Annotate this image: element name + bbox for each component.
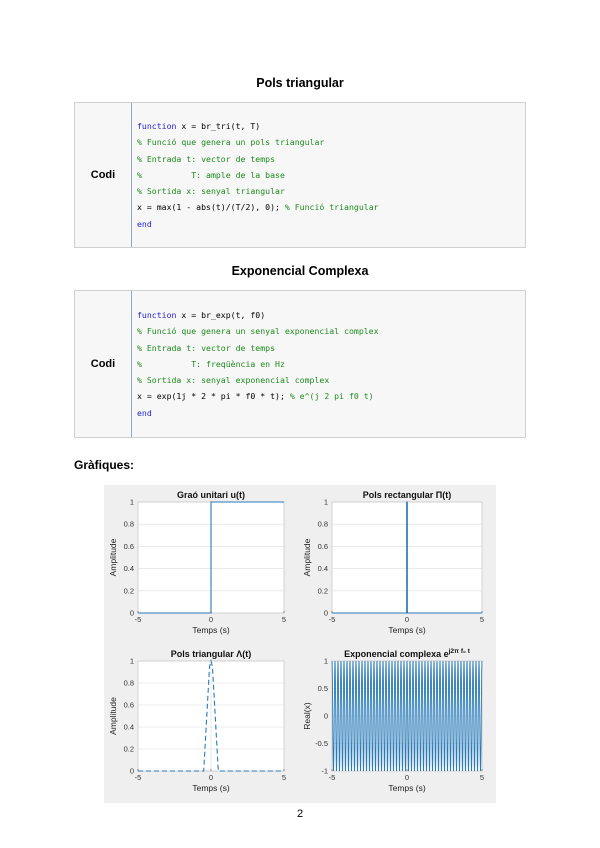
code-token: function (137, 310, 177, 320)
x-tick-label: -5 (134, 773, 142, 782)
title-superscript: j2π f₀ t (448, 648, 470, 655)
y-tick-label: 0 (323, 711, 328, 721)
code-line (137, 167, 521, 183)
y-axis-label: Amplitude (108, 697, 118, 735)
code-token: % T: freqüència en Hz (137, 358, 285, 369)
y-tick-label: 1 (323, 656, 328, 666)
x-tick-label: 5 (479, 773, 485, 782)
code-line (137, 356, 521, 372)
section-title-pols-triangular: Pols triangular (256, 76, 344, 90)
y-tick-label: 1 (129, 656, 134, 666)
section-title-exponencial: Exponencial Complexa (231, 264, 369, 278)
code-line (137, 405, 521, 421)
y-tick-label: 0 (129, 766, 134, 776)
code-block-triangular (74, 102, 526, 248)
y-tick-label: 1 (323, 497, 328, 507)
y-tick-label: 0.5 (317, 684, 328, 693)
code-lines (137, 118, 521, 232)
plots-figure (104, 485, 496, 803)
y-tick-label: 0 (129, 608, 134, 618)
chart-1 (108, 490, 286, 635)
code-block-exponencial (74, 290, 526, 438)
y-tick-label: 0.6 (123, 700, 134, 710)
y-tick-label: 0.8 (123, 519, 134, 529)
y-tick-label: 0.6 (317, 541, 328, 551)
code-line (137, 216, 521, 232)
code-token: % Funció triangular (284, 202, 379, 213)
x-axis-label: Temps (s) (192, 625, 230, 635)
x-axis-label: Temps (s) (192, 783, 230, 793)
x-axis-label: Temps (s) (388, 783, 426, 793)
code-token: x = br_tri(t, T) (176, 121, 261, 131)
chart-2 (302, 490, 484, 635)
code-line (137, 151, 521, 167)
code-line (137, 118, 521, 134)
x-tick-label: 5 (281, 615, 287, 624)
x-tick-label: 0 (404, 615, 410, 624)
code-token: % T: ample de la base (137, 169, 285, 180)
graphs-label: Gràfiques: (74, 458, 135, 472)
chart-4 (302, 648, 484, 793)
y-tick-label: 0.8 (123, 678, 134, 688)
code-token: end (137, 218, 152, 229)
chart-title: Pols triangular Λ(t) (170, 649, 252, 659)
y-tick-label: 1 (129, 497, 134, 507)
code-token: function (137, 121, 177, 131)
y-tick-label: 0.4 (317, 564, 328, 574)
code-line (137, 372, 521, 388)
y-tick-label: 0.6 (123, 541, 134, 551)
x-tick-label: 5 (281, 773, 287, 782)
y-tick-label: 0.2 (123, 586, 134, 596)
code-token: % e^(j 2 pi f0 t) (289, 391, 374, 402)
x-tick-label: -5 (328, 773, 336, 782)
y-tick-label: -0.5 (315, 739, 328, 748)
code-token: % Funció que genera un pols triangular (137, 137, 325, 148)
y-tick-label: 0.2 (123, 744, 134, 754)
x-tick-label: -5 (134, 615, 142, 624)
code-token: % Sortida x: senyal triangular (137, 186, 285, 197)
code-line (137, 323, 521, 339)
y-axis-label: Real(x) (302, 702, 312, 730)
y-tick-label: 0.4 (123, 564, 134, 574)
figure (104, 485, 496, 803)
chart-title: Graó unitari u(t) (177, 490, 245, 500)
x-tick-label: 5 (479, 615, 485, 624)
chart-title: Pols rectangular Π(t) (362, 490, 452, 500)
x-tick-label: 0 (404, 773, 410, 782)
y-tick-label: -1 (321, 766, 328, 776)
page-number: 2 (296, 808, 304, 820)
code-token: x = exp(1j * 2 * pi * f0 * t); (137, 391, 290, 402)
code-line (137, 134, 521, 150)
y-tick-label: 0.2 (317, 586, 328, 596)
code-line (137, 183, 521, 199)
code-token: % Sortida x: senyal exponencial complex (137, 375, 330, 386)
y-axis-label: Amplitude (108, 538, 118, 577)
x-tick-label: 0 (208, 773, 214, 782)
y-tick-label: 0.8 (317, 519, 328, 529)
code-token: x = br_exp(t, f0) (176, 310, 266, 320)
chart-title: Exponencial complexa $e^{j2\pi f_0 t}$ (344, 648, 470, 659)
code-token: end (137, 407, 152, 418)
y-axis-label: Amplitude (302, 538, 312, 577)
code-label: Codi (75, 291, 132, 437)
code-line (137, 199, 521, 215)
code-line (137, 307, 521, 323)
x-tick-label: -5 (328, 615, 336, 624)
code-token: % Entrada t: vector de temps (137, 153, 276, 164)
code-line (137, 340, 521, 356)
code-token: % Entrada t: vector de temps (137, 342, 276, 353)
y-tick-label: 0 (323, 608, 328, 618)
code-token: x = max(1 - abs(t)/(T/2), 0); (137, 202, 285, 213)
code-lines (137, 307, 521, 421)
code-line (137, 388, 521, 404)
x-tick-label: 0 (208, 615, 214, 624)
chart-3 (108, 649, 286, 793)
code-token: % Funció que genera un senyal exponencial complex (137, 326, 379, 337)
y-tick-label: 0.4 (123, 722, 134, 732)
code-label: Codi (75, 103, 132, 247)
x-axis-label: Temps (s) (388, 625, 426, 635)
